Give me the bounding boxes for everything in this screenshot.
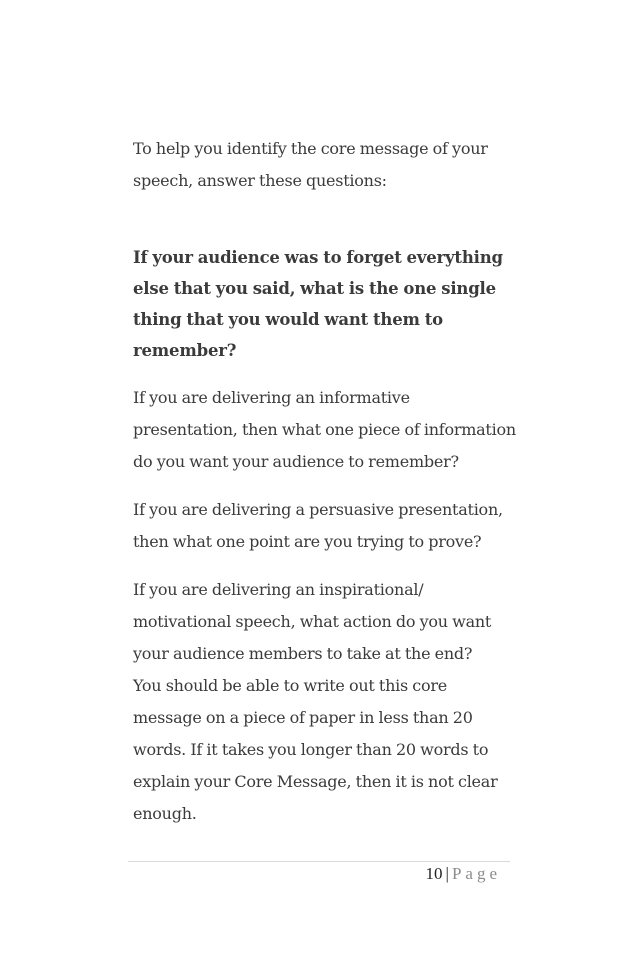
- page-content: [133, 133, 518, 830]
- page-number: 10: [425, 864, 443, 883]
- conclusion-paragraph: You should be able to write out this core message on a piece of paper in less than 20 words. If it takes you longer than 20 words to explain your Core Message, then it is not clear enough.: [133, 676, 498, 823]
- page-footer: [426, 862, 501, 886]
- informative-paragraph: If you are delivering an informative presentation, then what one piece of information do you want your audience to remember?: [133, 388, 516, 471]
- page-label: Page: [451, 864, 501, 883]
- persuasive-paragraph: If you are delivering a persuasive presentation, then what one point are you trying to prove?: [133, 500, 503, 551]
- core-question: If your audience was to forget everything else that you said, what is the one single thing that you would want them to remember?: [133, 248, 503, 360]
- intro-paragraph: To help you identify the core message of your speech, answer these questions:: [133, 139, 488, 190]
- inspirational-paragraph: If you are delivering an inspirational/ motivational speech, what action do you want your audience members to take at the end?: [133, 580, 492, 663]
- footer-separator: |: [445, 864, 449, 883]
